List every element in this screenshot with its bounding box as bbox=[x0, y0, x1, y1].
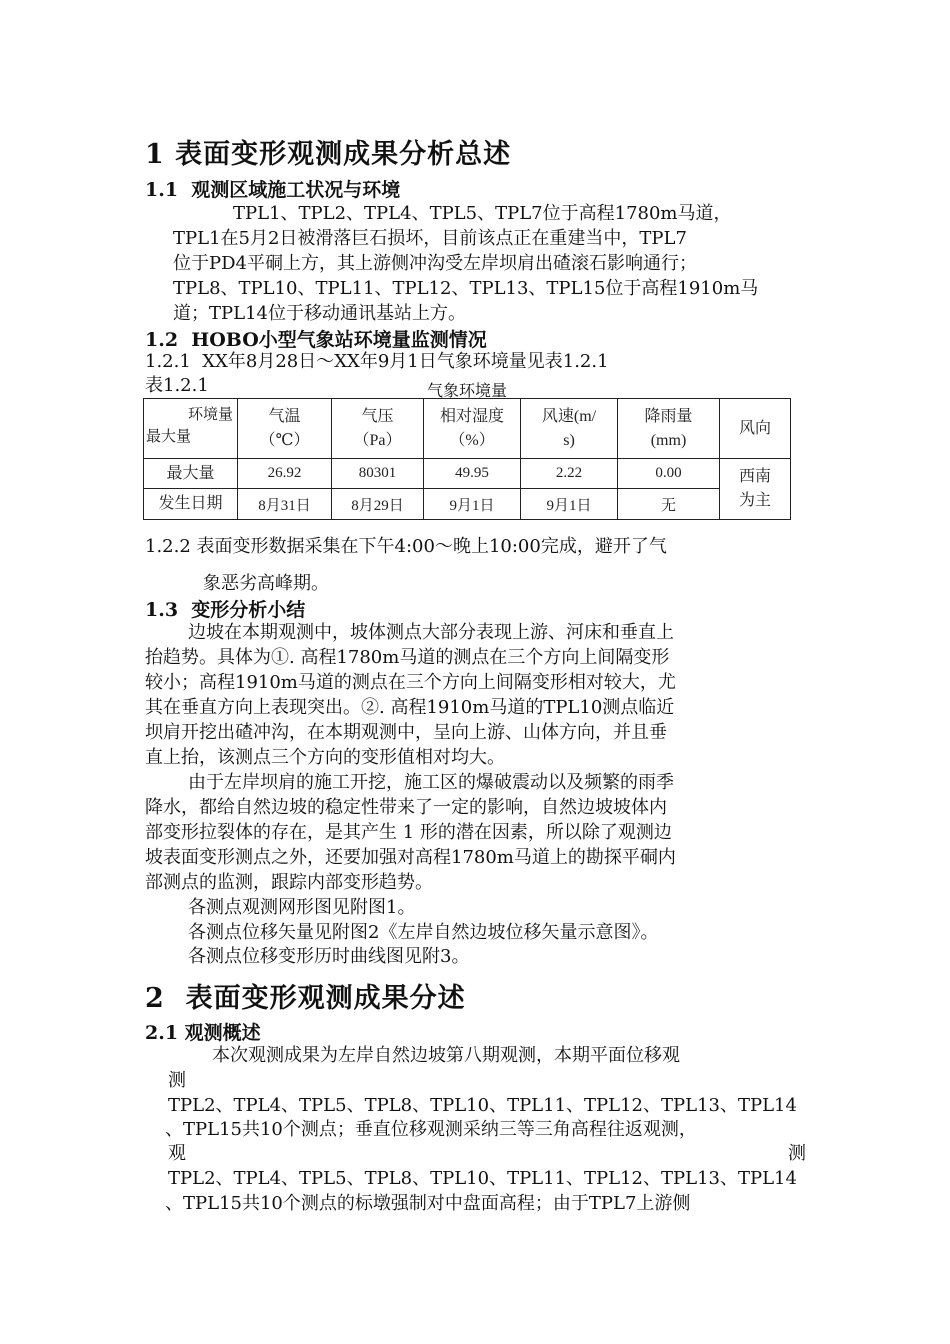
paragraph-line: 抬趋势。具体为①. 高程1780m马道的测点在三个方向上间隔变形 bbox=[145, 647, 670, 668]
paragraph-line: 各测点位移矢量见附图2《左岸自然边坡位移矢量示意图》。 bbox=[188, 922, 659, 943]
paragraph-line: TPL1在5月2日被滑落巨石损坏，目前该点正在重建当中，TPL7 bbox=[173, 228, 687, 249]
cell-max-wind-speed: 2.22 bbox=[521, 459, 618, 489]
section-2-title: 2 表面变形观测成果分述 bbox=[145, 983, 466, 1014]
cell-date-humidity: 9月1日 bbox=[424, 489, 521, 520]
section-1-title: 1 表面变形观测成果分析总述 bbox=[145, 139, 512, 170]
paragraph-line: TPL2、TPL4、TPL5、TPL8、TPL10、TPL11、TPL12、TPL13、TPL14 bbox=[168, 1095, 797, 1116]
cell-date-wind-speed: 9月1日 bbox=[521, 489, 618, 520]
paragraph-line: 1.2.1 XX年8月28日～XX年9月1日气象环境量见表1.2.1 bbox=[145, 351, 609, 372]
cell-wind-direction: 西南 为主 bbox=[720, 459, 791, 520]
paragraph-line: 本次观测成果为左岸自然边坡第八期观测，本期平面位移观 bbox=[212, 1045, 680, 1066]
header-temperature: 气温 （℃） bbox=[238, 399, 332, 459]
paragraph-line: 各测点位移变形历时曲线图见附3。 bbox=[188, 946, 470, 967]
header-wind-direction: 风向 bbox=[720, 399, 791, 459]
paragraph-line bbox=[168, 1141, 806, 1166]
table-row-date bbox=[144, 489, 791, 520]
section-2-1-title: 2.1 观测概述 bbox=[145, 1022, 261, 1044]
row-label-max: 最大量 bbox=[144, 459, 238, 489]
section-1-1-title: 1.1 观测区域施工状况与环境 bbox=[145, 179, 401, 201]
paragraph-line: 其在垂直方向上表现突出。②. 高程1910m马道的TPL10测点临近 bbox=[145, 697, 675, 718]
paragraph-line: TPL1、TPL2、TPL4、TPL5、TPL7位于高程1780m马道， bbox=[233, 203, 732, 224]
paragraph-line: 直上抬，该测点三个方向的变形值相对均大。 bbox=[145, 747, 505, 768]
corner-bottom-label: 最大量 bbox=[146, 429, 192, 445]
header-wind-speed: 风速(m/ s) bbox=[521, 399, 618, 459]
cell-date-rainfall: 无 bbox=[618, 489, 720, 520]
paragraph-line: 象恶劣高峰期。 bbox=[203, 573, 329, 594]
paragraph-line: 位于PD4平硐上方，其上游侧冲沟受左岸坝肩出碴滚石影响通行； bbox=[173, 253, 697, 274]
justified-right: 测 bbox=[788, 1143, 806, 1164]
cell-date-temperature: 8月31日 bbox=[238, 489, 332, 520]
paragraph-line: 、TPL15共10个测点的标墩强制对中盘面高程；由于TPL7上游侧 bbox=[165, 1193, 691, 1214]
corner-top-label: 环境量 bbox=[187, 407, 233, 423]
paragraph-line: 测 bbox=[168, 1070, 186, 1091]
cell-max-rainfall: 0.00 bbox=[618, 459, 720, 489]
table-corner-cell bbox=[144, 399, 238, 459]
paragraph-line: 坝肩开挖出碴冲沟，在本期观测中，呈向上游、山体方向，并且垂 bbox=[145, 722, 667, 743]
paragraph-line: 部测点的监测，跟踪内部变形趋势。 bbox=[145, 872, 433, 893]
section-1-3-title: 1.3 变形分析小结 bbox=[145, 599, 306, 621]
paragraph-line: 边坡在本期观测中，坡体测点大部分表现上游、河床和垂直上 bbox=[188, 622, 674, 643]
paragraph-line: 各测点观测网形图见附图1。 bbox=[188, 897, 416, 918]
row-label-date: 发生日期 bbox=[144, 489, 238, 520]
table-header-row bbox=[144, 399, 791, 459]
cell-date-pressure: 8月29日 bbox=[332, 489, 424, 520]
header-rainfall: 降雨量 (mm) bbox=[618, 399, 720, 459]
paragraph-line: 1.2.2 表面变形数据采集在下午4:00～晚上10:00完成，避开了气 bbox=[145, 536, 667, 557]
paragraph-line: 由于左岸坝肩的施工开挖，施工区的爆破震动以及频繁的雨季 bbox=[188, 772, 674, 793]
section-1-2-title: 1.2 HOBO小型气象站环境量监测情况 bbox=[145, 329, 487, 351]
cell-max-pressure: 80301 bbox=[332, 459, 424, 489]
paragraph-line: 、TPL15共10个测点；垂直位移观测采纳三等三角高程往返观测， bbox=[165, 1119, 697, 1140]
cell-max-humidity: 49.95 bbox=[424, 459, 521, 489]
header-humidity: 相对湿度 （%） bbox=[424, 399, 521, 459]
cell-max-temperature: 26.92 bbox=[238, 459, 332, 489]
header-pressure: 气压 （Pa） bbox=[332, 399, 424, 459]
paragraph-line: TPL8、TPL10、TPL11、TPL12、TPL13、TPL15位于高程1910m马 bbox=[173, 278, 759, 299]
paragraph-line: TPL2、TPL4、TPL5、TPL8、TPL10、TPL11、TPL12、TPL13、TPL14 bbox=[168, 1168, 797, 1189]
environment-table bbox=[143, 398, 791, 520]
paragraph-line: 部变形拉裂体的存在，是其产生 1 形的潜在因素，所以除了观测边 bbox=[145, 822, 672, 843]
table-caption: 气象环境量 bbox=[427, 381, 508, 400]
table-label: 表1.2.1 bbox=[145, 375, 209, 396]
justified-left: 观 bbox=[168, 1143, 186, 1164]
paragraph-line: 降水，都给自然边坡的稳定性带来了一定的影响，自然边坡坡体内 bbox=[145, 797, 667, 818]
paragraph-line: 坡表面变形测点之外，还要加强对高程1780m马道上的勘探平硐内 bbox=[145, 847, 676, 868]
table-row-max bbox=[144, 459, 791, 489]
paragraph-line: 道；TPL14位于移动通讯基站上方。 bbox=[173, 303, 466, 324]
paragraph-line: 较小；高程1910m马道的测点在三个方向上间隔变形相对较大，尤 bbox=[145, 672, 676, 693]
